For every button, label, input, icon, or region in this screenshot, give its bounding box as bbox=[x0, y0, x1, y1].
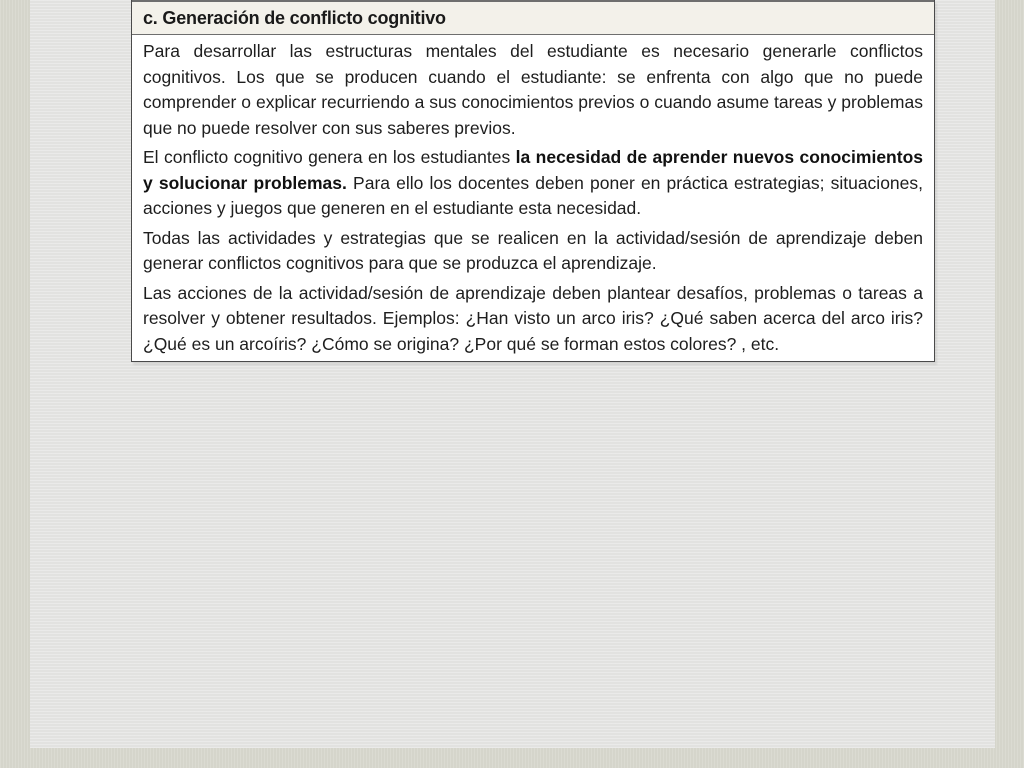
paragraph-2-bold: la necesidad de aprender nuevos conocimientos y solucionar problemas. bbox=[143, 147, 923, 193]
section-title: c. Generación de conflicto cognitivo bbox=[143, 8, 446, 28]
document-excerpt bbox=[131, 0, 935, 362]
slide-background bbox=[30, 0, 995, 748]
paragraph-3: Todas las actividades y estrategias que se realicen en la actividad/sesión de aprendizaje deben generar conflictos cognitivos para que se produzca el aprendizaje. bbox=[143, 227, 923, 273]
paragraph-4: Las acciones de la actividad/sesión de aprendizaje deben plantear desafíos, problemas o tareas a resolver y obtener resultados. Ejemplos: ¿Han visto un arco iris? ¿Qué saben acerca del arco iris? ¿Qué es un arcoíris? ¿Cómo se origina? ¿Por qué se forman estos colores? , etc. bbox=[143, 282, 923, 354]
paragraph-2 bbox=[143, 145, 923, 222]
section-body bbox=[132, 35, 934, 357]
paragraph-1: Para desarrollar las estructuras mentales del estudiante es necesario generarle conflictos cognitivos. Los que se producen cuando el estudiante: se enfrenta con algo que no puede comprender o explicar recurriendo a sus conocimientos previos o cuando asume tareas y problemas que no puede resolver con sus saberes previos. bbox=[143, 41, 923, 138]
section-header bbox=[132, 0, 934, 35]
paragraph-2-start: El conflicto cognitivo genera en los estudiantes bbox=[143, 147, 516, 167]
paragraph-2-end: Para ello los docentes deben poner en práctica estrategias; situaciones, acciones y juegos que generen en el estudiante esta necesidad. bbox=[143, 172, 924, 218]
